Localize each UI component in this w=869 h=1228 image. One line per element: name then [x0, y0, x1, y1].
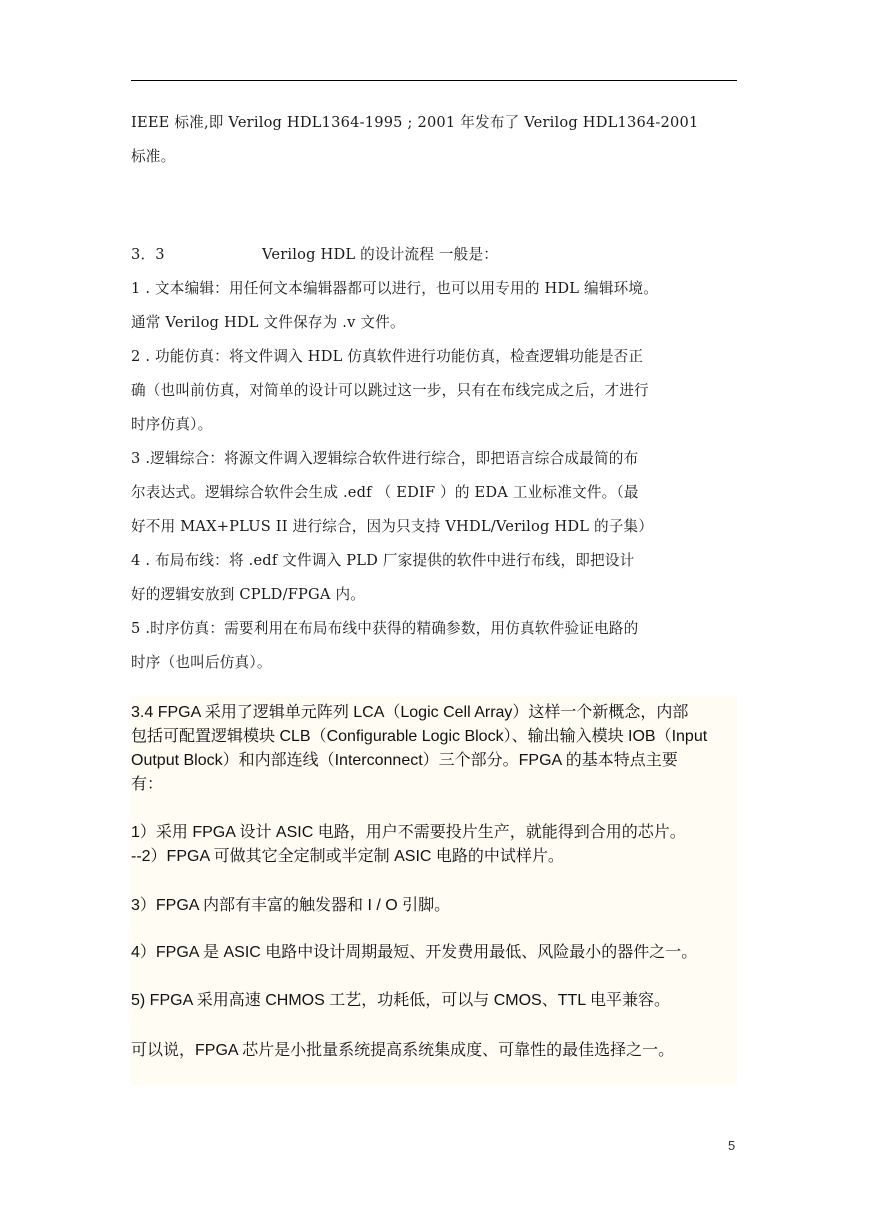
text-line: 时序（也叫后仿真）。: [131, 654, 272, 671]
page-number: 5: [728, 1138, 736, 1153]
text-line: 4 . 布局布线：将 .edf 文件调入 PLD 厂家提供的软件中进行布线，即把设计: [131, 552, 635, 569]
section-3-3-heading: [131, 238, 498, 272]
text-line: 好不用 MAX+PLUS II 进行综合，因为只支持 VHDL/Verilog HDL 的子集）: [131, 518, 654, 535]
feature-item-2: --2）FPGA 可做其它全定制或半定制 ASIC 电路的中试样片。: [131, 848, 564, 865]
section-number: 3．3: [131, 246, 165, 263]
text-line: 2 . 功能仿真：将文件调入 HDL 仿真软件进行功能仿真，检查逻辑功能是否正: [131, 348, 644, 365]
text-line: 通常 Verilog HDL 文件保存为 .v 文件。: [131, 314, 405, 331]
text-line: 1 . 文本编辑：用任何文本编辑器都可以进行，也可以用专用的 HDL 编辑环境。: [131, 280, 659, 297]
text-line: 确（也叫前仿真，对简单的设计可以跳过这一步，只有在布线完成之后，才进行: [131, 382, 649, 399]
text-line: 5 .时序仿真：需要利用在布局布线中获得的精确参数，用仿真软件验证电路的: [131, 620, 639, 637]
feature-item-4: 4）FPGA 是 ASIC 电路中设计周期最短、开发费用最低、风险最小的器件之一。: [131, 944, 698, 961]
intro-paragraph: [131, 106, 741, 174]
text-line: 尔表达式。逻辑综合软件会生成 .edf （ EDIF ）的 EDA 工业标准文件。（最: [131, 484, 639, 501]
section-3-3-body: [131, 272, 741, 680]
feature-item-1: 1）采用 FPGA 设计 ASIC 电路，用户不需要投片生产，就能得到合用的芯片。: [131, 824, 686, 841]
conclusion: 可以说，FPGA 芯片是小批量系统提高系统集成度、可靠性的最佳选择之一。: [131, 1042, 675, 1059]
text-line: IEEE 标准,即 Verilog HDL1364-1995 ; 2001 年发布了 Verilog HDL1364-2001: [131, 114, 699, 131]
text-line: 有：: [131, 776, 164, 793]
text-line: 包括可配置逻辑模块 CLB（Configurable Logic Block）、输出输入模块 IOB（Input: [131, 728, 708, 745]
text-line: 3 .逻辑综合：将源文件调入逻辑综合软件进行综合，即把语言综合成最简的布: [131, 450, 639, 467]
text-line: 标准。: [131, 148, 176, 165]
section-title: Verilog HDL 的设计流程 一般是：: [262, 246, 499, 263]
feature-item-5: 5) FPGA 采用高速 CHMOS 工艺，功耗低，可以与 CMOS、TTL 电平兼容。: [131, 992, 670, 1009]
text-line: 时序仿真）。: [131, 416, 213, 433]
header-rule: [131, 80, 737, 81]
feature-item-3: 3）FPGA 内部有丰富的触发器和 I / O 引脚。: [131, 897, 451, 914]
text-line: 3.4 FPGA 采用了逻辑单元阵列 LCA（Logic Cell Array）这样一个新概念，内部: [131, 704, 689, 721]
text-line: Output Block）和内部连线（Interconnect）三个部分。FPGA 的基本特点主要: [131, 752, 678, 769]
text-line: 好的逻辑安放到 CPLD/FPGA 内。: [131, 586, 366, 603]
